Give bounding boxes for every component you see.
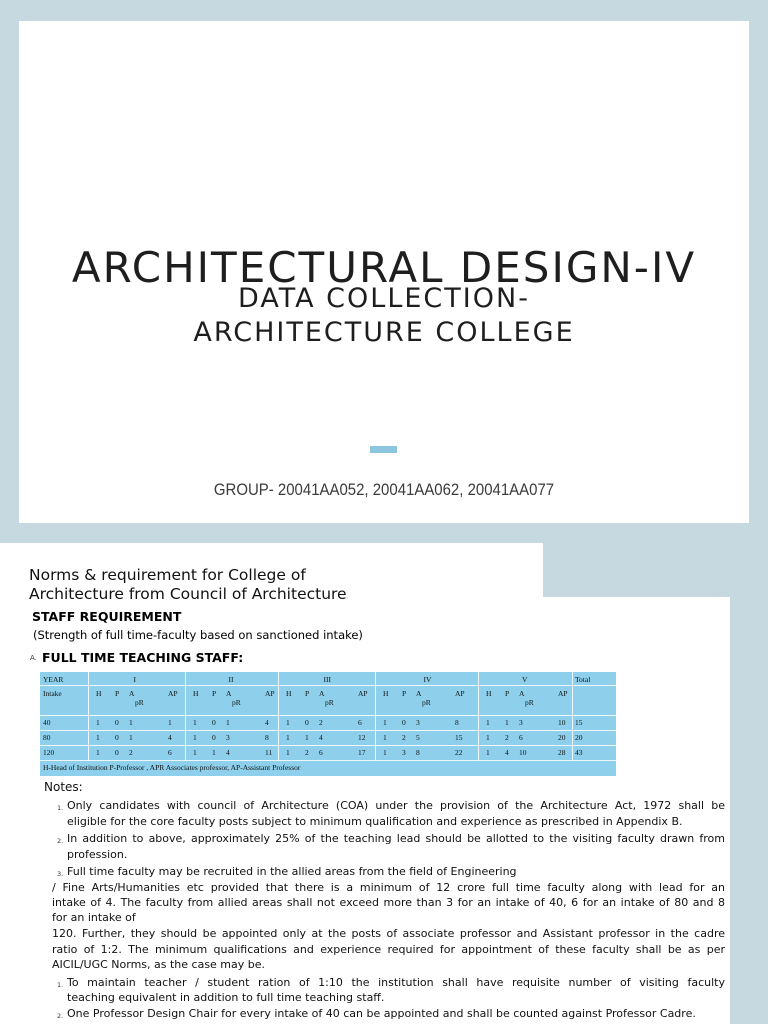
note-1-line1: Only candidates with council of Architecture (COA) under the provision of the Architecture Act, 1972 shall be — [67, 799, 725, 812]
note-3-line1: Full time faculty may be recruited in the allied areas from the field of Engineering — [67, 865, 517, 878]
table-cell: 1 — [193, 733, 197, 742]
table-cell: 4 — [226, 748, 230, 757]
table-cell: 1 — [383, 733, 387, 742]
table-subheader-apr: A pR — [129, 689, 144, 707]
table-rule — [572, 672, 573, 761]
note-number: 1. — [57, 981, 64, 989]
table-cell: 1 — [383, 748, 387, 757]
table-intake-cell: 120 — [43, 748, 55, 757]
table-cell: 6 — [358, 718, 362, 727]
table-cell: 1 — [286, 748, 290, 757]
note-4-line1: To maintain teacher / student ration of 1:10 the institution shall have requisite number of visiting faculty — [67, 976, 725, 989]
table-total-header: Total — [575, 675, 591, 684]
table-cell: 0 — [212, 733, 216, 742]
accent-bar — [370, 446, 397, 453]
table-cell: 2 — [505, 733, 509, 742]
table-cell: 6 — [319, 748, 323, 757]
table-cell: 0 — [115, 718, 119, 727]
table-intake-cell: 80 — [43, 733, 51, 742]
table-cell: 1 — [168, 718, 172, 727]
table-group-header: II — [228, 675, 234, 684]
note-3-line2: / Fine Arts/Humanities etc provided that there is a minimum of 12 crore full time faculty along with lead for an — [52, 881, 725, 894]
table-subheader: H — [286, 689, 292, 698]
table-year-header: YEAR — [43, 675, 64, 684]
table-cell: 1 — [226, 718, 230, 727]
table-subheader: P — [212, 689, 217, 698]
table-subheader: P — [402, 689, 407, 698]
table-cell: 10 — [558, 718, 566, 727]
table-cell: 1 — [383, 718, 387, 727]
title-slide — [19, 21, 749, 523]
table-cell: 8 — [416, 748, 420, 757]
note-3-line6: ratio of 1:2. The minimum qualifications and experience required for appointment of these faculty shall be as per — [52, 943, 725, 956]
full-time-heading: FULL TIME TEACHING STAFF: — [42, 650, 244, 665]
notes-label: Notes: — [44, 780, 83, 794]
table-total-cell: 15 — [575, 718, 583, 727]
table-rule — [375, 672, 376, 761]
table-cell: 0 — [305, 718, 309, 727]
note-1-line2: eligible for the core faculty posts subject to minimum qualification and experience as prescribed in Appendix B. — [67, 815, 683, 828]
table-subheader: P — [305, 689, 310, 698]
table-cell: 5 — [416, 733, 420, 742]
table-cell: 0 — [115, 733, 119, 742]
table-cell: 2 — [129, 748, 133, 757]
table-cell: 3 — [226, 733, 230, 742]
table-subheader-apr: A pR — [519, 689, 534, 707]
table-subheader-apr: A pR — [319, 689, 334, 707]
table-rule — [478, 672, 479, 761]
table-subheader: H — [193, 689, 199, 698]
table-cell: 1 — [129, 718, 133, 727]
table-cell: 22 — [455, 748, 463, 757]
table-rule — [40, 685, 616, 686]
table-cell: 2 — [305, 748, 309, 757]
table-subheader: AP — [455, 689, 465, 698]
table-intake-cell: 40 — [43, 718, 51, 727]
table-cell: 4 — [505, 748, 509, 757]
table-cell: 1 — [193, 718, 197, 727]
staff-requirement-heading: STAFF REQUIREMENT — [32, 609, 182, 624]
note-3-line3: intake of 4. The faculty from allied areas shall not exceed more than 3 for an intake of 40, 6 for an intake of 80 and 8 — [52, 896, 725, 909]
table-cell: 4 — [168, 733, 172, 742]
table-cell: 2 — [319, 718, 323, 727]
table-subheader: AP — [168, 689, 178, 698]
table-legend: H-Head of Institution P-Professor , APR Associates professor, AP-Assistant Professor — [43, 763, 301, 772]
note-5-line1: One Professor Design Chair for every intake of 40 can be appointed and shall be counted against Professor Cadre. — [67, 1007, 696, 1020]
table-subheader-apr: A pR — [226, 689, 241, 707]
table-total-cell: 43 — [575, 748, 583, 757]
norms-heading — [29, 566, 347, 604]
table-cell: 1 — [305, 733, 309, 742]
table-cell: 8 — [455, 718, 459, 727]
table-subheader-apr: A pR — [416, 689, 431, 707]
table-cell: 1 — [286, 733, 290, 742]
table-cell: 0 — [212, 718, 216, 727]
table-cell: 4 — [319, 733, 323, 742]
table-rule — [40, 760, 616, 761]
table-rule — [40, 745, 616, 746]
table-cell: 1 — [486, 718, 490, 727]
table-rule — [278, 672, 279, 761]
table-cell: 10 — [519, 748, 527, 757]
table-rule — [40, 730, 616, 731]
table-group-header: V — [522, 675, 528, 684]
table-cell: 1 — [96, 733, 100, 742]
table-rule — [40, 715, 616, 716]
table-cell: 20 — [558, 733, 566, 742]
staff-table — [40, 672, 616, 776]
note-number: 3. — [57, 870, 64, 878]
table-total-cell: 20 — [575, 733, 583, 742]
table-subheader: AP — [358, 689, 368, 698]
table-cell: 8 — [265, 733, 269, 742]
table-cell: 0 — [402, 718, 406, 727]
table-cell: 1 — [486, 733, 490, 742]
table-rule — [185, 672, 186, 761]
table-subheader: H — [486, 689, 492, 698]
table-cell: 3 — [402, 748, 406, 757]
table-cell: 28 — [558, 748, 566, 757]
table-cell: 1 — [129, 733, 133, 742]
table-subheader: H — [96, 689, 102, 698]
table-rule — [88, 672, 89, 761]
table-subheader: P — [505, 689, 510, 698]
note-number: 2. — [57, 1012, 64, 1020]
table-group-header: III — [323, 675, 331, 684]
table-cell: 1 — [505, 718, 509, 727]
table-cell: 1 — [96, 718, 100, 727]
table-cell: 12 — [358, 733, 366, 742]
table-cell: 6 — [519, 733, 523, 742]
note-4-line2: teaching equivalent in addition to full time teaching staff. — [67, 991, 385, 1004]
strength-note: (Strength of full time-faculty based on sanctioned intake) — [33, 628, 363, 642]
group-members: GROUP- 20041AA052, 20041AA062, 20041AA077 — [213, 480, 555, 499]
table-cell: 1 — [96, 748, 100, 757]
table-cell: 11 — [265, 748, 273, 757]
table-subheader: P — [115, 689, 120, 698]
norms-heading-line2: Architecture from Council of Architecture — [29, 585, 347, 603]
table-group-header: IV — [423, 675, 432, 684]
note-number: 1. — [57, 804, 64, 812]
table-cell: 17 — [358, 748, 366, 757]
note-3-line5: 120. Further, they should be appointed only at the posts of associate professor and Assistant professor in the cadre — [52, 927, 725, 940]
slide-subtitle-line2: ARCHITECTURE COLLEGE — [193, 317, 575, 348]
table-cell: 1 — [286, 718, 290, 727]
table-cell: 6 — [168, 748, 172, 757]
table-group-header: I — [133, 675, 136, 684]
full-time-list-marker: A. — [30, 654, 37, 662]
table-subheader: AP — [558, 689, 568, 698]
norms-heading-line1: Norms & requirement for College of — [29, 566, 306, 584]
note-2-line1: In addition to above, approximately 25% of the teaching lead should be allotted to the visiting faculty drawn from — [67, 832, 725, 845]
table-cell: 15 — [455, 733, 463, 742]
table-cell: 0 — [115, 748, 119, 757]
note-3-line4: for an intake of — [52, 911, 136, 924]
table-intake-header: Intake — [43, 689, 62, 698]
table-cell: 1 — [486, 748, 490, 757]
table-cell: 4 — [265, 718, 269, 727]
note-3-line7: AICIL/UGC Norms, as the case may be. — [52, 958, 266, 971]
note-2-line2: profession. — [67, 848, 128, 861]
table-subheader: AP — [265, 689, 275, 698]
table-cell: 3 — [416, 718, 420, 727]
slide-title: ARCHITECTURAL DESIGN-IV — [71, 243, 697, 292]
table-subheader: H — [383, 689, 389, 698]
note-number: 2. — [57, 837, 64, 845]
slide-subtitle-line1: DATA COLLECTION- — [238, 283, 530, 314]
table-cell: 3 — [519, 718, 523, 727]
table-cell: 1 — [193, 748, 197, 757]
table-cell: 2 — [402, 733, 406, 742]
table-cell: 1 — [212, 748, 216, 757]
